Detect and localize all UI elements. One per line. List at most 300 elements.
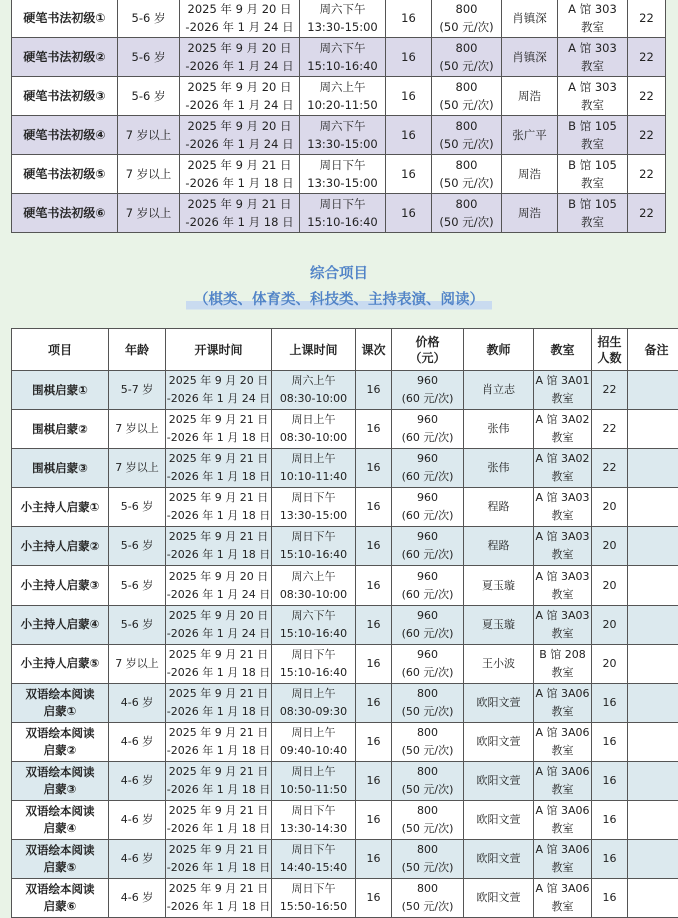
date-cell-line2: -2026 年 1 月 18 日 [167,666,270,679]
sessions-cell [356,879,392,918]
price-cell-line2: (50 元/次) [402,783,454,796]
course-name [12,722,109,761]
teacher-cell-line1: 欧阳文萱 [477,696,521,709]
age-cell [109,722,166,761]
room-cell [534,801,592,840]
sessions-cell [356,527,392,566]
room-cell-line1: A 馆 3A06 [535,687,589,700]
time-cell-line2: 15:10-16:40 [280,548,347,561]
room-cell-line1: A 馆 3A06 [535,882,589,895]
teacher-cell [464,605,534,644]
age-cell-line1: 4-6 岁 [121,813,153,826]
teacher-cell [464,566,534,605]
teacher-cell-line1: 张伟 [488,461,510,474]
time-cell-line1: 周日下午 [320,158,366,172]
room-cell [534,644,592,683]
teacher-cell [502,194,558,233]
age-cell-line1: 5-6 岁 [132,11,166,25]
teacher-cell-line1: 周浩 [518,89,541,103]
course-name-line1: 硬笔书法初级⑤ [23,167,105,181]
room-cell [534,449,592,488]
time-cell-line2: 15:10-16:40 [280,666,347,679]
price-cell-line2: (60 元/次) [402,431,454,444]
remark-cell [628,566,678,605]
header-sessions: 课次 [356,329,392,371]
date-cell-line1: 2025 年 9 月 21 日 [169,530,268,543]
sessions-cell-line1: 16 [401,128,416,142]
date-cell [166,605,272,644]
quota-cell-line1: 20 [603,539,617,552]
teacher-cell [464,801,534,840]
course-name-line1: 双语绘本阅读 [26,726,95,740]
date-cell-line2: -2026 年 1 月 18 日 [167,470,270,483]
remark-cell [628,879,678,918]
remark-cell [628,410,678,449]
teacher-cell [464,410,534,449]
teacher-cell-line1: 肖立志 [482,383,515,396]
quota-cell [628,116,666,155]
table-row [12,371,678,410]
date-cell-line2: -2026 年 1 月 24 日 [167,588,270,601]
price-cell [432,0,502,38]
header-price [392,329,464,371]
room-cell-line2: 教室 [581,176,604,190]
price-cell-line2: (50 元/次) [402,705,454,718]
quota-cell [628,0,666,38]
price-cell-line1: 800 [456,158,478,172]
quota-cell-line1: 20 [603,618,617,631]
sessions-cell [356,644,392,683]
header-price-line1: 价格 [415,335,439,349]
age-cell [109,840,166,879]
teacher-cell-line1: 欧阳文萱 [477,891,521,904]
sessions-cell-line1: 16 [367,383,381,396]
course-name-line2: 启蒙③ [44,782,77,796]
age-cell [109,527,166,566]
quota-cell [628,38,666,77]
age-cell [109,371,166,410]
price-cell-line2: (60 元/次) [402,509,454,522]
time-cell [272,879,356,918]
time-cell [272,527,356,566]
time-cell-line2: 10:10-11:40 [280,470,347,483]
age-cell-line1: 5-6 岁 [121,500,153,513]
table-header-row [12,329,678,371]
header-start: 开课时间 [166,329,272,371]
quota-cell-line1: 22 [603,383,617,396]
time-cell-line2: 13:30-15:00 [307,137,377,151]
date-cell-line1: 2025 年 9 月 20 日 [169,374,268,387]
price-cell [392,605,464,644]
time-cell [300,194,386,233]
date-cell-line1: 2025 年 9 月 20 日 [169,570,268,583]
time-cell-line2: 10:20-11:50 [307,98,377,112]
time-cell [300,0,386,38]
sessions-cell-line1: 16 [401,167,416,181]
date-cell [180,116,300,155]
date-cell [166,488,272,527]
course-name [12,488,109,527]
room-cell-line1: A 馆 3A03 [535,491,589,504]
date-cell-line2: -2026 年 1 月 18 日 [167,705,270,718]
room-cell [534,840,592,879]
age-cell-line1: 7 岁以上 [126,167,171,181]
teacher-cell [464,644,534,683]
age-cell-line1: 7 岁以上 [115,657,159,670]
date-cell-line1: 2025 年 9 月 21 日 [188,158,292,172]
header-project: 项目 [12,329,109,371]
header-remark: 备注 [628,329,678,371]
quota-cell [592,527,628,566]
date-cell-line2: -2026 年 1 月 18 日 [167,900,270,913]
table-row [12,566,678,605]
course-name-line1: 双语绘本阅读 [26,882,95,896]
quota-cell [592,605,628,644]
age-cell-line1: 7 岁以上 [126,128,171,142]
time-cell-line1: 周日下午 [292,491,336,504]
header-teacher: 教师 [464,329,534,371]
sessions-cell [356,761,392,800]
teacher-cell-line1: 欧阳文萱 [477,813,521,826]
course-name-line2: 启蒙② [44,743,77,757]
room-cell [534,605,592,644]
sessions-cell-line1: 16 [367,618,381,631]
date-cell [166,879,272,918]
sessions-cell [356,722,392,761]
age-cell [118,155,180,194]
teacher-cell [464,683,534,722]
course-name-line1: 硬笔书法初级④ [23,128,105,142]
date-cell-line2: -2026 年 1 月 18 日 [185,215,293,229]
course-name-line1: 小主持人启蒙⑤ [21,656,100,670]
room-cell-line2: 教室 [552,861,574,874]
price-cell-line2: (50 元/次) [402,744,454,757]
quota-cell [592,801,628,840]
date-cell-line1: 2025 年 9 月 21 日 [169,491,268,504]
price-cell-line1: 960 [417,570,438,583]
quota-cell-line1: 22 [639,167,654,181]
room-cell-line2: 教室 [581,20,604,34]
room-cell-line1: A 馆 303 [568,41,617,55]
date-cell-line1: 2025 年 9 月 21 日 [169,882,268,895]
time-cell-line1: 周日下午 [292,804,336,817]
price-cell-line1: 800 [417,804,438,817]
date-cell-line1: 2025 年 9 月 20 日 [188,80,292,94]
remark-cell [628,527,678,566]
quota-cell-line1: 20 [603,657,617,670]
date-cell-line2: -2026 年 1 月 24 日 [167,392,270,405]
teacher-cell [502,0,558,38]
price-cell [432,194,502,233]
remark-cell [628,605,678,644]
course-name [12,410,109,449]
price-cell-line2: (60 元/次) [402,588,454,601]
room-cell-line2: 教室 [581,215,604,229]
sessions-cell [356,683,392,722]
time-cell-line1: 周日下午 [292,843,336,856]
table-row [12,155,666,194]
table-row [12,761,678,800]
time-cell-line1: 周六下午 [292,609,336,622]
sessions-cell-line1: 16 [367,852,381,865]
course-name-line1: 硬笔书法初级③ [23,89,105,103]
age-cell-line1: 4-6 岁 [121,696,153,709]
time-cell-line1: 周日下午 [320,197,366,211]
price-cell [392,722,464,761]
quota-cell-line1: 22 [639,89,654,103]
time-cell [272,371,356,410]
course-name-line1: 围棋启蒙② [32,422,88,436]
teacher-cell-line1: 张伟 [488,422,510,435]
date-cell [180,77,300,116]
course-name [12,77,118,116]
quota-cell-line1: 22 [603,422,617,435]
quota-cell [592,644,628,683]
date-cell-line2: -2026 年 1 月 18 日 [167,431,270,444]
age-cell [109,449,166,488]
room-cell [534,488,592,527]
time-cell-line1: 周六上午 [292,374,336,387]
course-name-line1: 双语绘本阅读 [26,765,95,779]
room-cell [534,879,592,918]
price-cell [432,116,502,155]
teacher-cell [502,38,558,77]
age-cell [109,801,166,840]
teacher-cell [464,840,534,879]
teacher-cell [502,77,558,116]
time-cell-line2: 08:30-10:00 [280,431,347,444]
table-row [12,840,678,879]
date-cell [180,155,300,194]
age-cell-line1: 5-6 岁 [121,539,153,552]
sessions-cell-line1: 16 [367,696,381,709]
quota-cell-line1: 22 [639,50,654,64]
date-cell-line2: -2026 年 1 月 18 日 [167,744,270,757]
teacher-cell [464,722,534,761]
age-cell [118,77,180,116]
teacher-cell-line1: 肖镇深 [512,50,547,64]
room-cell [534,566,592,605]
time-cell-line2: 08:30-09:30 [280,705,347,718]
table-row [12,77,666,116]
quota-cell-line1: 22 [639,206,654,220]
room-cell [558,194,628,233]
table-row [12,449,678,488]
price-cell-line1: 800 [456,80,478,94]
room-cell-line1: A 馆 3A06 [535,843,589,856]
room-cell-line2: 教室 [552,900,574,913]
table-row [12,194,666,233]
time-cell-line1: 周六下午 [320,119,366,133]
room-cell-line1: A 馆 3A01 [535,374,589,387]
price-cell-line1: 800 [456,41,478,55]
price-cell [432,38,502,77]
room-cell-line2: 教室 [552,548,574,561]
sessions-cell [386,77,432,116]
general-course-table [11,328,678,918]
quota-cell [628,194,666,233]
time-cell [272,722,356,761]
time-cell [300,116,386,155]
date-cell [166,761,272,800]
age-cell-line1: 5-6 岁 [121,579,153,592]
quota-cell [592,566,628,605]
price-cell-line2: (50 元/次) [439,20,493,34]
date-cell-line2: -2026 年 1 月 18 日 [167,861,270,874]
sessions-cell-line1: 16 [367,735,381,748]
price-cell-line2: (50 元/次) [439,176,493,190]
price-cell-line2: (50 元/次) [439,215,493,229]
course-name-line2: 启蒙① [44,704,77,718]
price-cell-line1: 960 [417,452,438,465]
price-cell-line1: 800 [417,882,438,895]
course-name [12,801,109,840]
time-cell-line1: 周日下午 [292,530,336,543]
price-cell [432,155,502,194]
room-cell-line1: B 馆 105 [568,158,617,172]
date-cell [166,644,272,683]
time-cell [272,488,356,527]
room-cell [558,0,628,38]
age-cell-line1: 4-6 岁 [121,774,153,787]
sessions-cell [356,449,392,488]
time-cell-line2: 13:30-15:00 [307,20,377,34]
quota-cell [592,722,628,761]
course-name [12,38,118,77]
remark-cell [628,371,678,410]
time-cell-line2: 13:30-15:00 [307,176,377,190]
time-cell-line1: 周六上午 [320,80,366,94]
room-cell [534,761,592,800]
course-name [12,683,109,722]
course-name-line1: 双语绘本阅读 [26,687,95,701]
quota-cell-line1: 16 [603,735,617,748]
sessions-cell [386,155,432,194]
time-cell-line2: 08:30-10:00 [280,392,347,405]
price-cell [432,77,502,116]
remark-cell [628,722,678,761]
time-cell-line2: 15:50-16:50 [280,900,347,913]
sessions-cell-line1: 16 [401,11,416,25]
header-price-line2: （元） [409,351,445,365]
sessions-cell-line1: 16 [401,50,416,64]
teacher-cell [464,449,534,488]
quota-cell [592,879,628,918]
room-cell [534,683,592,722]
age-cell [118,0,180,38]
section-subtitle-text: （棋类、体育类、科技类、主持表演、阅读） [186,288,492,312]
room-cell-line2: 教室 [552,588,574,601]
remark-cell [628,644,678,683]
room-cell-line1: A 馆 303 [568,80,617,94]
room-cell [534,722,592,761]
date-cell-line2: -2026 年 1 月 24 日 [167,627,270,640]
date-cell-line2: -2026 年 1 月 24 日 [185,98,293,112]
quota-cell-line1: 20 [603,579,617,592]
quota-cell-line1: 22 [639,128,654,142]
age-cell [109,566,166,605]
time-cell-line1: 周日上午 [292,687,336,700]
price-cell [392,410,464,449]
age-cell [109,488,166,527]
quota-cell [592,488,628,527]
date-cell-line1: 2025 年 9 月 20 日 [169,609,268,622]
age-cell [109,683,166,722]
header-time: 上课时间 [272,329,356,371]
time-cell-line1: 周六上午 [292,570,336,583]
course-name-line1: 小主持人启蒙① [21,500,100,514]
price-cell-line2: (60 元/次) [402,666,454,679]
age-cell-line1: 5-6 岁 [132,89,166,103]
age-cell-line1: 4-6 岁 [121,891,153,904]
time-cell-line2: 15:10-16:40 [280,627,347,640]
sessions-cell-line1: 16 [367,657,381,670]
sessions-cell-line1: 16 [367,579,381,592]
age-cell-line1: 7 岁以上 [115,422,159,435]
price-cell [392,879,464,918]
date-cell-line2: -2026 年 1 月 24 日 [185,137,293,151]
room-cell-line2: 教室 [552,783,574,796]
header-quota-line1: 招生 [597,335,621,349]
price-cell-line1: 800 [456,197,478,211]
price-cell-line2: (50 元/次) [402,861,454,874]
sessions-cell-line1: 16 [401,89,416,103]
room-cell-line2: 教室 [552,509,574,522]
time-cell-line1: 周日下午 [292,648,336,661]
course-name [12,761,109,800]
price-cell-line1: 960 [417,530,438,543]
table-row [12,38,666,77]
age-cell [118,194,180,233]
time-cell [300,77,386,116]
room-cell [558,155,628,194]
quota-cell [592,761,628,800]
teacher-cell [464,371,534,410]
date-cell [166,683,272,722]
price-cell-line1: 800 [456,2,478,16]
course-name-line1: 硬笔书法初级① [23,11,105,25]
date-cell-line1: 2025 年 9 月 21 日 [169,452,268,465]
price-cell [392,801,464,840]
time-cell-line2: 09:40-10:40 [280,744,347,757]
course-name-line1: 双语绘本阅读 [26,843,95,857]
price-cell-line2: (50 元/次) [439,137,493,151]
price-cell-line1: 800 [417,726,438,739]
room-cell [558,116,628,155]
quota-cell-line1: 16 [603,813,617,826]
price-cell-line1: 960 [417,374,438,387]
age-cell-line1: 4-6 岁 [121,735,153,748]
room-cell [558,38,628,77]
calligraphy-course-table [11,0,666,233]
price-cell-line1: 800 [417,687,438,700]
quota-cell-line1: 22 [639,11,654,25]
remark-cell [628,840,678,879]
price-cell [392,644,464,683]
teacher-cell-line1: 欧阳文萱 [477,735,521,748]
time-cell-line1: 周日上午 [292,765,336,778]
price-cell [392,683,464,722]
time-cell [272,410,356,449]
time-cell-line1: 周六下午 [320,41,366,55]
room-cell-line2: 教室 [552,822,574,835]
price-cell [392,761,464,800]
header-quota [592,329,628,371]
room-cell [534,371,592,410]
date-cell-line2: -2026 年 1 月 18 日 [167,822,270,835]
course-name-line2: 启蒙⑥ [44,899,77,913]
remark-cell [628,761,678,800]
